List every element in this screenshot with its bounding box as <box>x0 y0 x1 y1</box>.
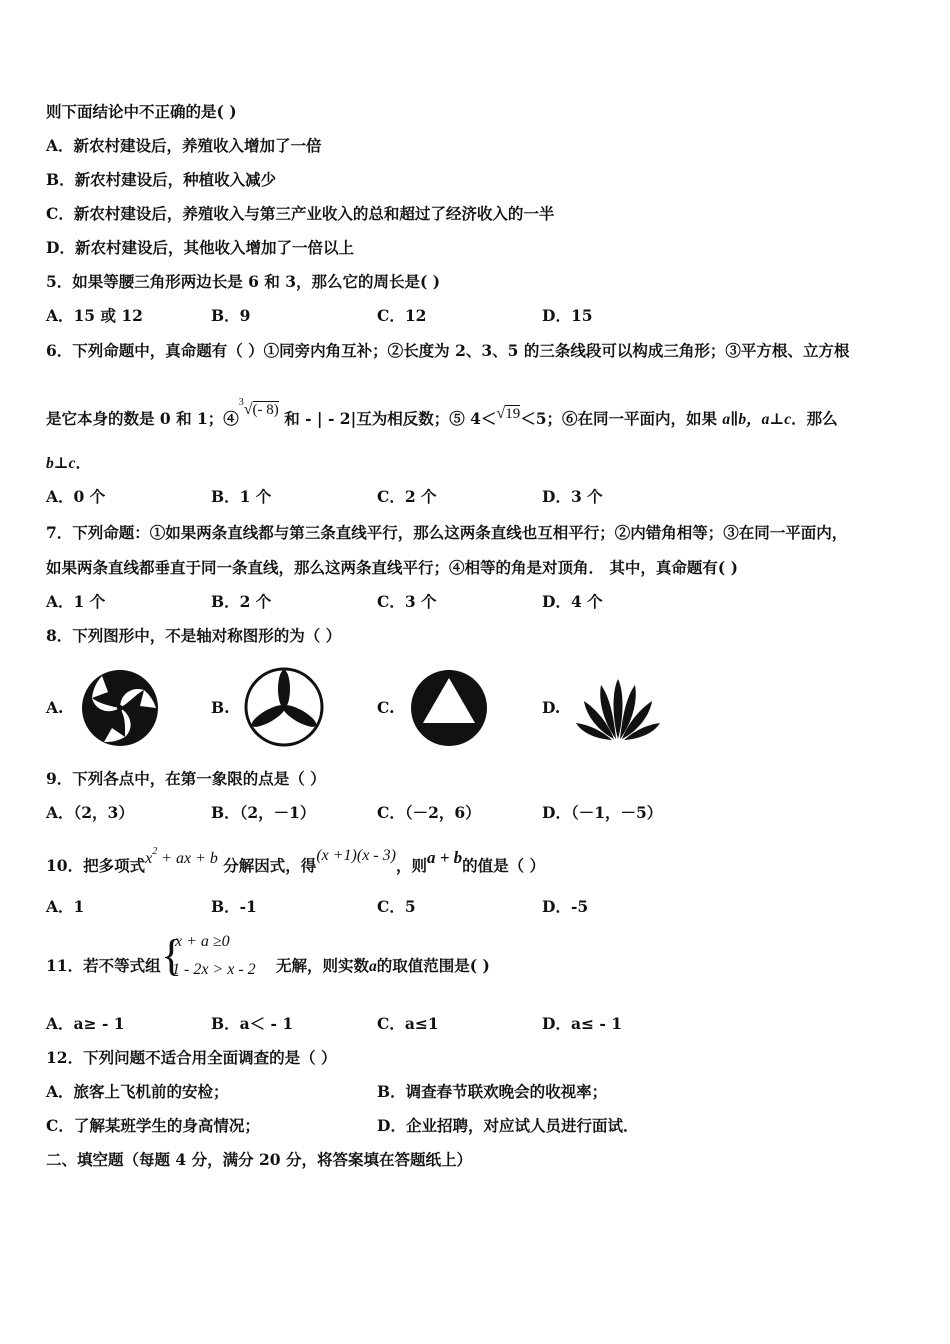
poly-exponent: 2 <box>152 846 158 857</box>
poly-x: x <box>145 850 153 867</box>
q5-option-a: A．15 或 12 <box>46 306 143 325</box>
q10-option-c: C．5 <box>377 897 416 916</box>
q8-label-a: A. <box>46 698 64 717</box>
q8-label-b: B. <box>211 698 230 717</box>
question-7-line1: 7．下列命题：①如果两条直线都与第三条直线平行，那么这两条直线也互相平行；②内错角相等；③在同一平面内， <box>46 523 848 542</box>
question-6-line1: 6．下列命题中，真命题有（ ）①同旁内角互补；②长度为 2、3、5 的三条线段可以构成三角形；③平方根、立方根 <box>46 341 850 360</box>
q6-option-b: B．1 个 <box>211 487 272 506</box>
q10-sum: a + b <box>426 848 463 867</box>
q10-option-a: A．1 <box>46 897 85 916</box>
q10-suffix: 的值是（ ） <box>462 856 546 875</box>
q7-option-c: C．3 个 <box>377 592 437 611</box>
question-8-stem: 8．下列图形中，不是轴对称图形的为（ ） <box>46 626 342 645</box>
q6-text-c: ＜5；⑥在同一平面内，如果 <box>520 409 717 428</box>
cube-root: $^3$√(- 8) <box>238 397 279 418</box>
poly-rest: + ax + b <box>157 850 218 867</box>
q12-option-b: B．调查春节联欢晚会的收视率； <box>377 1082 608 1101</box>
question-7-line2: 如果两条直线都垂直于同一条直线，那么这两条直线平行；④相等的角是对顶角． 其中，真命题有( ) <box>46 558 738 577</box>
q10-option-d: D．-5 <box>542 897 589 916</box>
q10-mid: 分解因式，得 <box>223 856 317 875</box>
q7-option-d: D．4 个 <box>542 592 603 611</box>
q6-period: ． <box>75 453 92 472</box>
q12-option-d: D．企业招聘，对应试人员进行面试． <box>377 1116 639 1135</box>
q11-inequality-1: x + a ≥0 <box>175 933 230 950</box>
option-a: A．新农村建设后，养殖收入增加了一倍 <box>46 136 322 155</box>
figure-d-petals-icon <box>574 677 662 743</box>
question-9-stem: 9．下列各点中，在第一象限的点是（ ） <box>46 769 326 788</box>
option-d: D．新农村建设后，其他收入增加了一倍以上 <box>46 238 354 257</box>
q10-option-b: B．-1 <box>211 897 257 916</box>
q9-option-d: D．（－1，－5） <box>542 803 663 822</box>
sqrt-radicand: 19 <box>505 406 521 422</box>
q6-text-b: 和 - | - 2|互为相反数；⑤ 4＜ <box>284 409 497 428</box>
q6-text-d: ．那么 <box>791 409 838 428</box>
question-11-prefix: 11．若不等式组 <box>46 956 161 975</box>
root-index: 3 <box>238 397 244 408</box>
q5-option-c: C．12 <box>377 306 427 325</box>
q6-parallel: a∥b，a⊥c <box>722 411 792 428</box>
option-c: C．新农村建设后，养殖收入与第三产业收入的总和超过了经济收入的一半 <box>46 204 555 223</box>
q6-option-c: C．2 个 <box>377 487 437 506</box>
q9-option-b: B．（2，－1） <box>211 803 316 822</box>
q11-option-b: B．a＜ - 1 <box>211 1014 294 1033</box>
q5-option-b: B．9 <box>211 306 251 325</box>
q7-option-b: B．2 个 <box>211 592 272 611</box>
q10-mid2: ，则 <box>395 856 427 875</box>
q6-option-a: A．0 个 <box>46 487 106 506</box>
q8-label-d: D. <box>542 698 561 717</box>
question-6-line3 <box>46 453 91 474</box>
question-12-stem: 12．下列问题不适合用全面调查的是（ ） <box>46 1048 337 1067</box>
question-intro: 则下面结论中不正确的是( ) <box>46 102 237 121</box>
root-radicand: (- 8) <box>252 402 279 418</box>
figure-b-trefoil-icon <box>244 667 324 747</box>
q10-factored: (x +1)(x - 3) <box>316 847 396 864</box>
figure-c-triangle-icon <box>409 668 489 748</box>
q9-option-c: C．（－2，6） <box>377 803 481 822</box>
question-5-stem: 5．如果等腰三角形两边长是 6 和 3，那么它的周长是( ) <box>46 272 441 291</box>
q10-polynomial <box>145 846 218 867</box>
q11-brace: { <box>161 931 183 980</box>
q7-option-a: A．1 个 <box>46 592 106 611</box>
section-2-heading: 二、填空题（每题 4 分，满分 20 分，将答案填在答题纸上） <box>46 1150 472 1169</box>
figure-a-swirl-icon <box>80 668 160 748</box>
q5-option-d: D．15 <box>542 306 593 325</box>
q11-tail <box>276 956 490 977</box>
q11-inequality-2: 1 - 2x > x - 2 <box>172 961 256 978</box>
q12-option-c: C．了解某班学生的身高情况； <box>46 1116 260 1135</box>
q11-option-a: A．a≥ - 1 <box>46 1014 125 1033</box>
q9-option-a: A．（2，3） <box>46 803 134 822</box>
q8-label-c: C. <box>377 698 395 717</box>
question-6-line2 <box>46 397 838 430</box>
q6-conclusion: b⊥c <box>46 455 76 472</box>
q6-text-a: 是它本身的数是 0 和 1；④ <box>46 409 239 428</box>
q10-prefix: 10．把多项式 <box>46 856 146 875</box>
q11-mid: 无解，则实数 <box>276 956 370 975</box>
q11-suffix: 的取值范围是( ) <box>376 956 490 975</box>
q11-option-c: C．a≤1 <box>377 1014 439 1033</box>
q12-option-a: A．旅客上飞机前的安检； <box>46 1082 229 1101</box>
square-root: √19 <box>496 405 521 422</box>
q11-var: a <box>369 958 377 975</box>
option-b: B．新农村建设后，种植收入减少 <box>46 170 277 189</box>
question-10-stem <box>46 846 546 877</box>
q11-option-d: D．a≤ - 1 <box>542 1014 622 1033</box>
q6-option-d: D．3 个 <box>542 487 603 506</box>
